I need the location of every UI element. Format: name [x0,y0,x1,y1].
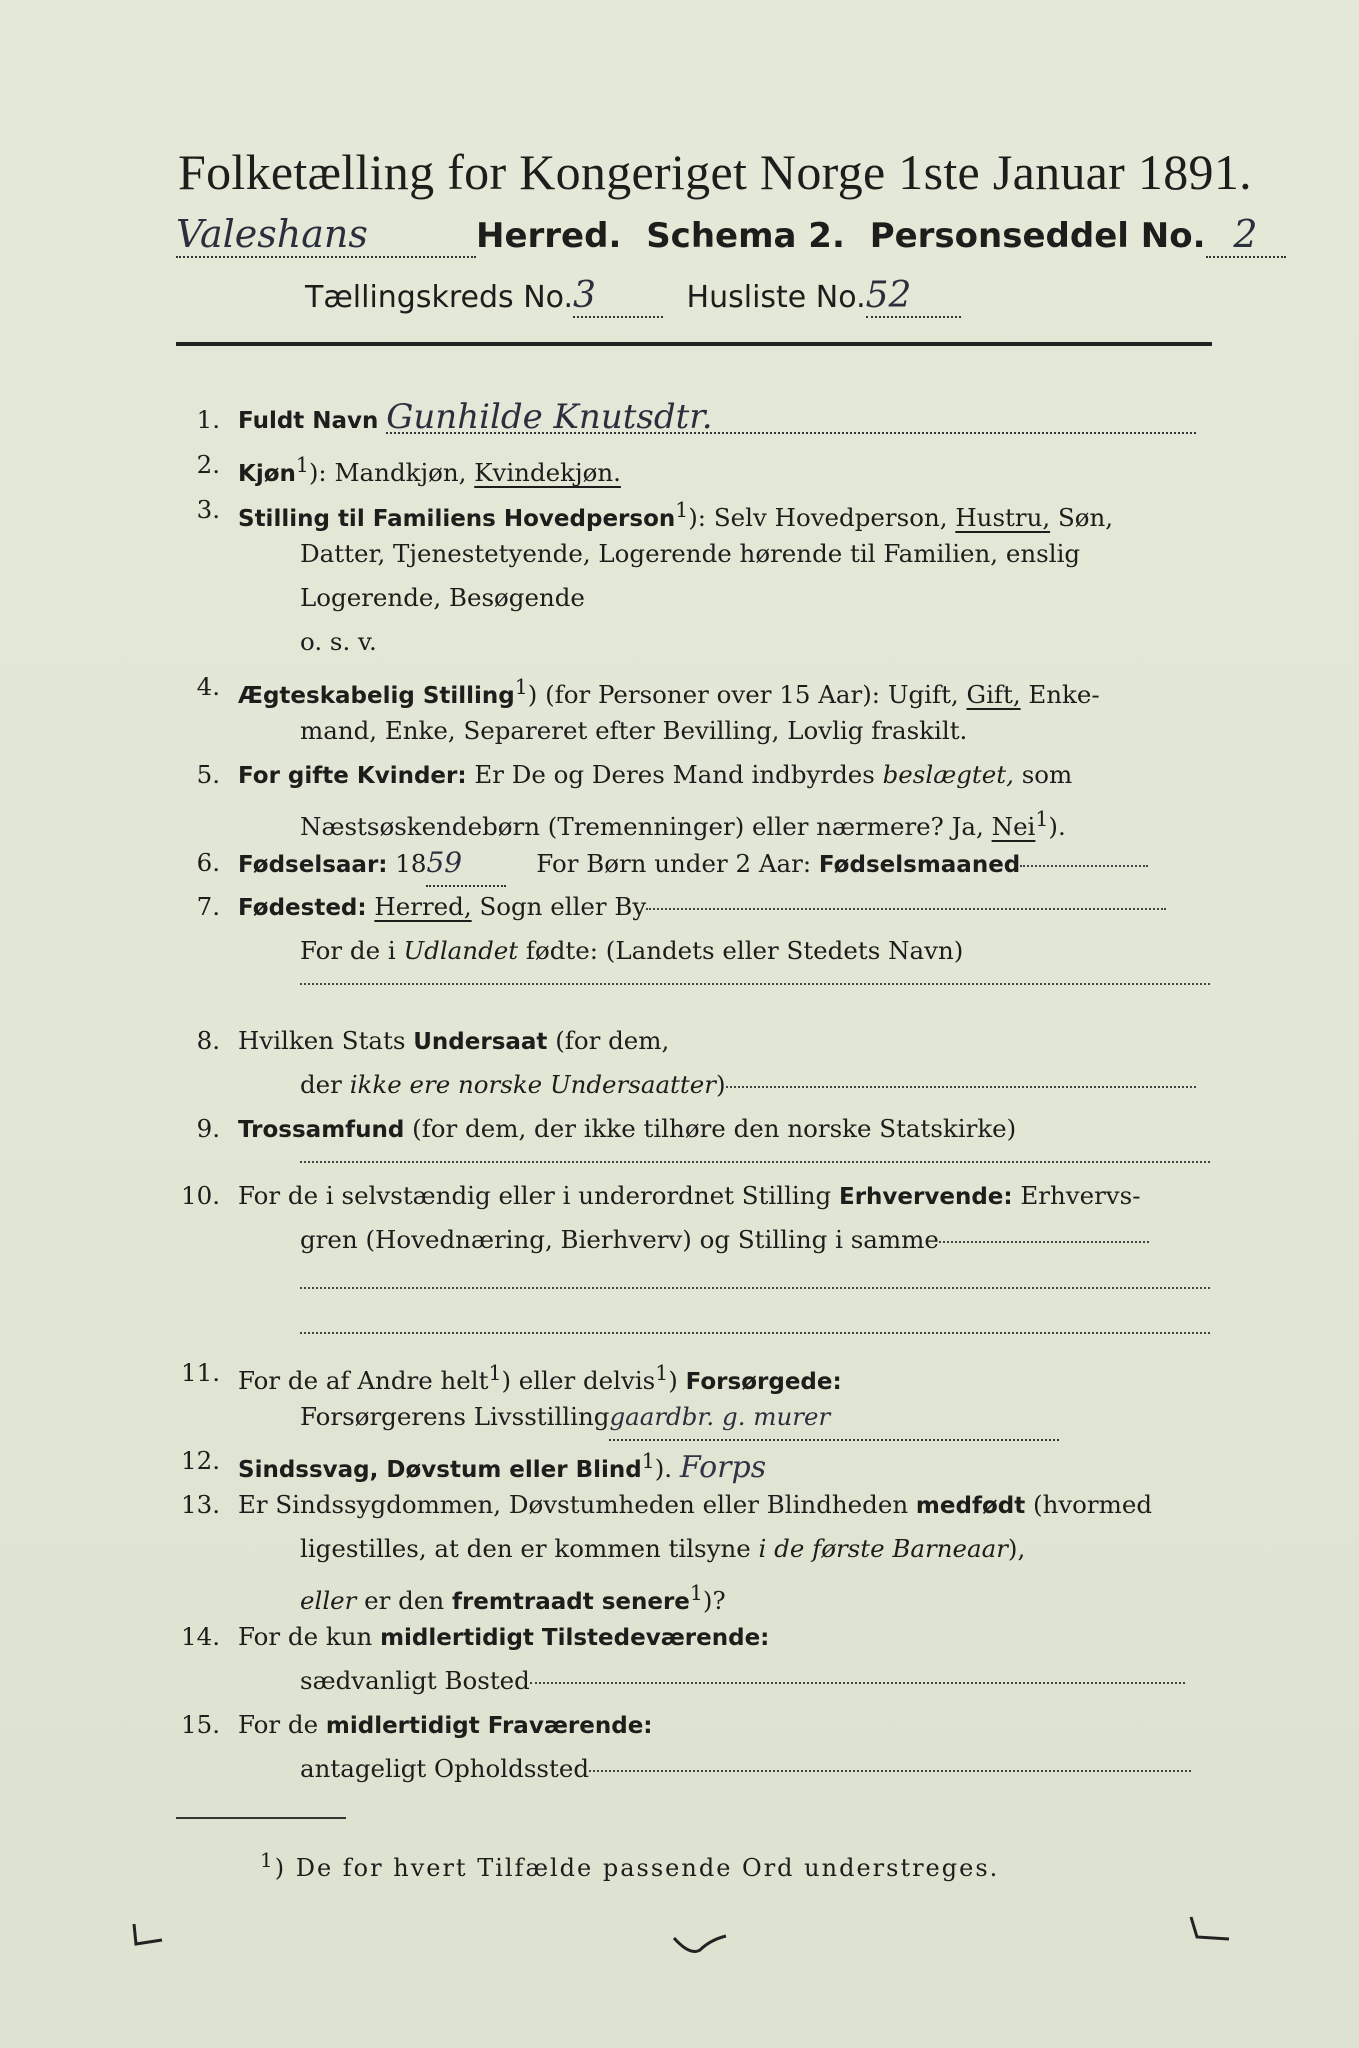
herred-value: Valeshans [176,212,476,258]
item-number: 3. [196,495,220,524]
gifte-text: Er De og Deres Mand indbyrdes [466,760,883,789]
fodested-text: Sogn eller By [471,892,647,921]
aegteskab-selected: Gift, [966,680,1021,710]
medfodt-text: i de første Barneaar [758,1534,1008,1563]
footnote-ref: 1 [488,1361,502,1385]
senere-text: er den [356,1586,452,1616]
senere-text: eller [300,1586,357,1616]
item-number: 8. [196,1026,220,1055]
sindssvag-label: Sindssvag, Døvstum eller Blind [238,1457,642,1484]
livsstilling-value: gaardbr. g. murer [609,1395,1059,1441]
medfodt-text: Er Sindssygdommen, Døvstumheden eller Blindheden [238,1490,916,1519]
footnote-ref: 1 [675,498,689,522]
footnote-ref: 1 [655,1361,669,1385]
stilling-text: Logerende, Besøgende [300,583,585,612]
corner-mark-left [128,1920,168,1957]
fodested-selected: Herred, [374,892,472,921]
item-number: 13. [181,1490,220,1519]
erhverv-fill-line [300,1332,1210,1334]
medfodt-text: ), [1007,1534,1026,1563]
item-number: 4. [196,672,220,701]
husliste-label: Husliste No. [686,280,866,315]
fodselsaar-label: Fødselsaar: [238,852,388,878]
item-number: 14. [181,1622,220,1651]
bosted-label: sædvanligt Bosted [300,1666,530,1695]
header-row-herred [176,212,1258,258]
sindssvag-text: ). [654,1454,673,1484]
livsstilling-label: Forsørgerens Livsstilling [300,1402,610,1431]
tilstede-text: For de kun [238,1622,381,1651]
stilling-text: Søn, [1050,503,1114,533]
forsorget-text: ) [668,1366,686,1396]
item-number: 15. [181,1710,220,1739]
footnote-ref: 1 [689,1581,703,1605]
item-number: 11. [181,1358,220,1387]
senere-label: fremtraadt senere [451,1589,690,1616]
taellingskreds-value: 3 [573,275,663,318]
gifte-text: Næstsøskendebørn (Tremenninger) eller nærmere? Ja, [300,812,992,842]
medfodt-text: ligestilles, at den er kommen tilsyne [300,1534,759,1563]
kjon-selected: Kvindekjøn. [474,458,621,488]
stilling-label: Stilling til Familiens Hovedperson [238,506,676,533]
opholdssted-fill [589,1770,1191,1772]
trossamfund-text: (for dem, der ikke tilhøre den norske Statskirke) [404,1114,1017,1143]
item-number: 1. [196,405,220,434]
gifte-text: som [1013,760,1073,789]
fravaerende-label: midlertidigt Fraværende: [325,1713,653,1739]
aegteskab-text: Enke- [1020,680,1100,710]
stilling-selected: Hustru, [955,503,1051,533]
gifte-text: ). [1048,812,1066,842]
stilling-text: o. s. v. [300,627,377,656]
undersaat-text: der [300,1070,350,1099]
taellingskreds-label: Tællingskreds No. [305,280,573,315]
footnote [260,1848,1160,1882]
aegteskab-text: mand, Enke, Separeret efter Bevilling, Lovlig fraskilt. [300,716,968,745]
item-number: 9. [196,1114,220,1143]
header-row-kreds [305,275,1105,318]
schema-label: Schema 2. [646,216,845,256]
scan-mark-icon [128,1920,168,1950]
footnote-text: ) De for hvert Tilfælde passende Ord understreges. [274,1854,1000,1882]
footnote-ref: 1 [295,453,309,477]
item-number: 5. [196,760,220,789]
fodselsaar-prefix: 18 [395,849,427,878]
scan-mark-icon [670,1930,730,1960]
trossamfund-label: Trossamfund [238,1117,405,1143]
item-number: 10. [181,1181,220,1210]
footnote-ref: 1 [260,1848,275,1872]
aegteskab-text: ) (for Personer over 15 Aar): Ugift, [527,680,967,710]
corner-mark-center [670,1930,730,1967]
husliste-value: 52 [866,275,961,318]
fuldt-navn-value: Gunhilde Knutsdtr. [386,402,1196,434]
erhverv-fill [939,1241,1149,1243]
stilling-text: ): Selv Hovedperson, [688,503,956,533]
personseddel-label: Personseddel No. [869,216,1206,256]
forsorget-label: Forsørgede: [685,1369,842,1396]
bosted-fill [530,1682,1185,1684]
fodselsmaaned-label: Fødselsmaaned [818,852,1021,878]
kjon-label: Kjøn [238,461,296,488]
undersaat-text: (for dem, [547,1026,670,1055]
udland-fill-line [300,983,1210,985]
item-number: 12. [181,1446,220,1475]
udland-text: fødte: (Landets eller Stedets Navn) [518,936,964,965]
aegteskab-label: Ægteskabelig Stilling [238,683,515,710]
form-title: Folketælling for Kongeriget Norge 1ste Januar 1891. [178,144,1252,200]
footnote-divider [176,1817,346,1819]
senere-text: )? [702,1586,726,1616]
footnote-ref: 1 [514,675,528,699]
corner-mark-right [1185,1913,1235,1950]
fodested-label: Fødested: [238,895,367,921]
forsorget-text: ) eller delvis [501,1366,656,1396]
gifte-selected: Nei [991,812,1036,842]
forsorget-text: For de af Andre helt [238,1366,489,1396]
trossamfund-fill-line [300,1161,1210,1163]
personseddel-value: 2 [1206,212,1286,258]
header-divider [176,342,1212,346]
undersaat-fill [726,1086,1196,1088]
tilstede-label: midlertidigt Tilstedeværende: [380,1625,770,1651]
erhverv-text: gren (Hovednæring, Bierhverv) og Stilling i samme [300,1225,939,1254]
sindssvag-value: Forps [679,1450,767,1486]
item-number: 2. [196,450,220,479]
footnote-ref: 1 [1035,807,1049,831]
medfodt-text: (hvormed [1025,1490,1153,1519]
fuldt-navn-label: Fuldt Navn [238,408,379,434]
gifte-text: beslægtet, [882,760,1014,789]
kjon-options: ): Mandkjøn, [308,458,475,488]
opholdssted-label: antageligt Opholdssted [300,1754,589,1783]
fravaerende-text: For de [238,1710,326,1739]
born-text: For Børn under 2 Aar: [536,849,812,878]
herred-label: Herred. [476,216,622,256]
erhverv-text: For de i selvstændig eller i underordnet Stilling [238,1181,839,1210]
erhverv-fill-line [300,1287,1210,1289]
undersaat-text: ikke ere norske Undersaatter [349,1070,716,1099]
scan-mark-icon [1185,1913,1235,1943]
udland-text: For de i [300,936,404,965]
undersaat-label: Undersaat [413,1029,548,1055]
medfodt-label: medfødt [915,1493,1026,1519]
fodselsmaaned-fill [1020,865,1148,867]
erhverv-label: Erhvervende: [839,1184,1013,1210]
udland-text: Udlandet [403,936,519,965]
fodselsaar-value: 59 [426,841,506,887]
item-number: 7. [196,892,220,921]
footnote-ref: 1 [641,1449,655,1473]
fodested-fill [646,908,1166,910]
undersaat-text: ) [715,1070,726,1099]
stilling-text: Datter, Tjenestetyende, Logerende hørende til Familien, enslig [300,539,1081,568]
gifte-kvinder-label: For gifte Kvinder: [238,763,467,789]
undersaat-text: Hvilken Stats [238,1026,414,1055]
item-number: 6. [196,848,220,877]
erhverv-text: Erhvervs- [1012,1181,1141,1210]
